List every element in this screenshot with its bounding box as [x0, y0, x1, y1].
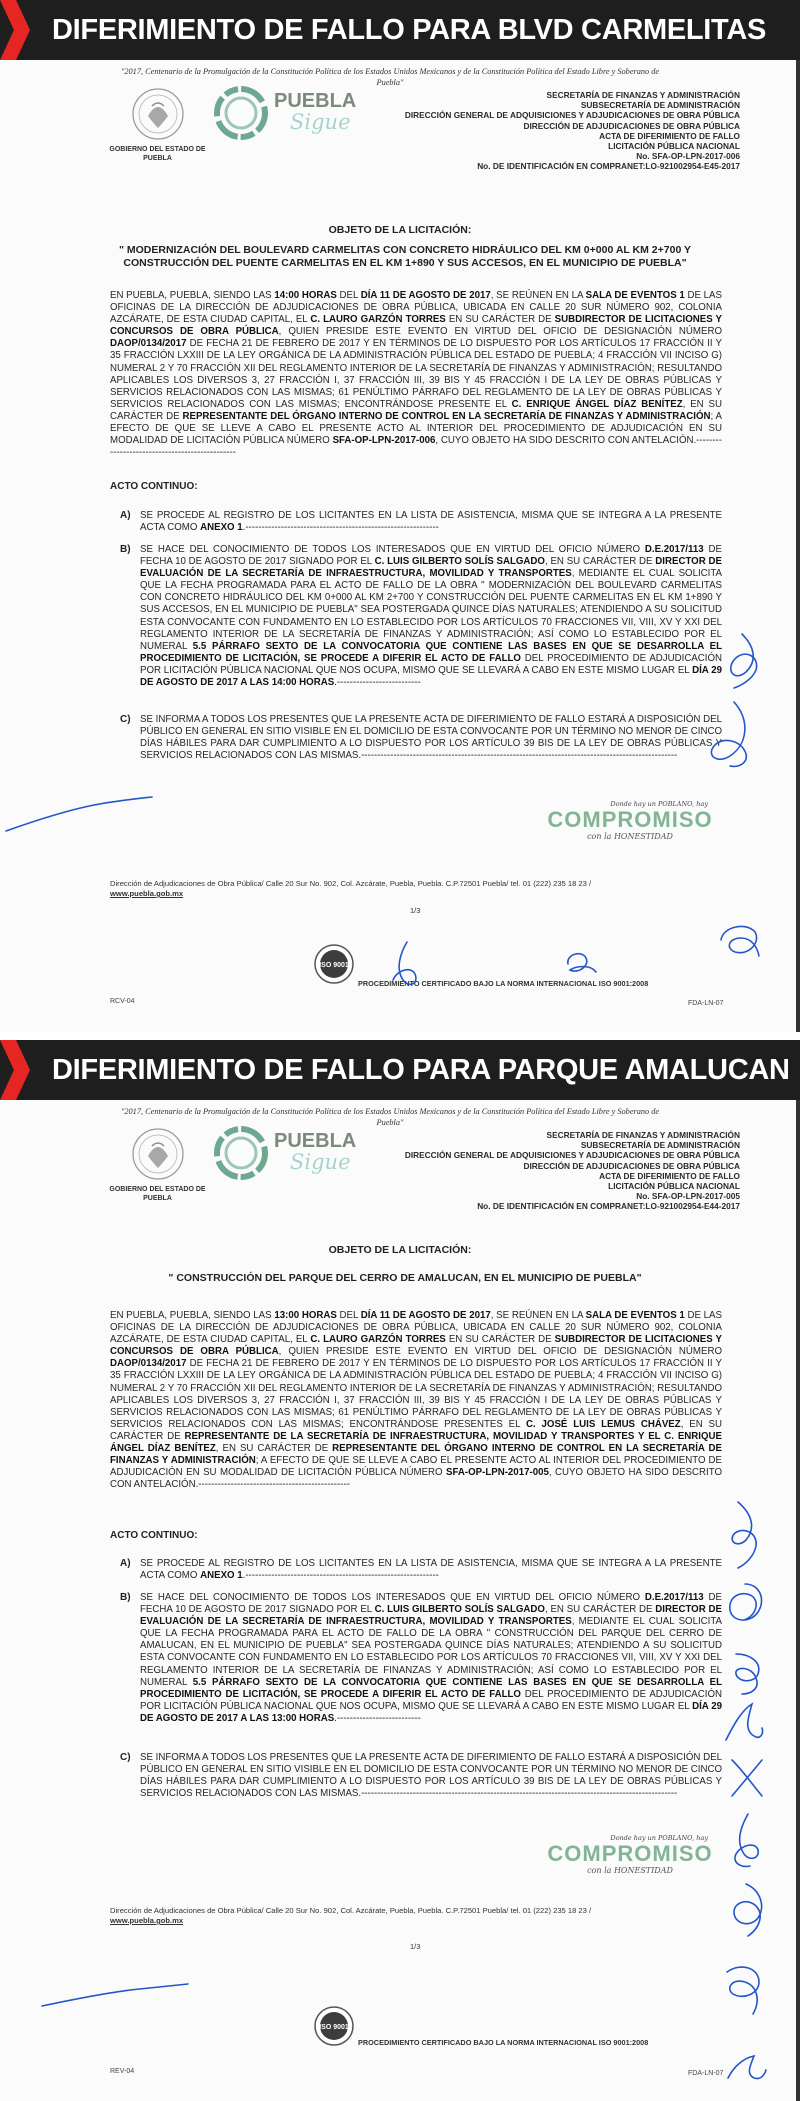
bold-text-run: D.E.2017/113 [644, 1592, 704, 1603]
compromiso-word: COMPROMISO [547, 807, 713, 832]
text-run: , CUYO OBJETO HA SIDO DESCRITO CON ANTELACIÓN.----------------------------------------------- [110, 1467, 722, 1491]
bold-text-run: REPRESENTANTE DEL ÓRGANO INTERNO DE CONTROL EN LA SECRETARÍA DE FINANZAS Y ADMINISTRACIÓN [182, 410, 711, 422]
signature-drawing [722, 1880, 772, 1940]
text-run: SE INFORMA A TODOS LOS PRESENTES QUE LA PRESENTE ACTA DE DIFERIMIENTO DE FALLO ESTARÁ A DISPOSICIÓN DEL PÚBLICO EN GENERAL EN SITIO VISIBLE EN EL DOMICILIO DE ESTA CONVOCANTE POR UN TÉRMINO NO MENOR DE CINCO DÍAS HÁBILES PARA DAR CUMPLIMIENTO A LO DISPUESTO POR LOS ARTÍCULO 39 BIS DE LA LEY DE OBRAS PÚBLICAS Y SERVICIOS RELACIONADOS CON LAS MISMAS.-------------------------------------------------------------------------------------------------- [140, 1752, 722, 1800]
header-line: ACTA DE DIFERIMIENTO DE FALLO [599, 1170, 740, 1181]
government-logo [105, 1126, 210, 1203]
bold-text-run: REPRESENTANTE DE LA SECRETARÍA DE INFRAESTRUCTURA, MOVILIDAD Y TRANSPORTES Y EL C. ENRIQUE ÁNGEL DÍAZ BENÍTEZ [110, 1430, 722, 1455]
bold-text-run: C. JOSÉ LUIS LEMUS CHÁVEZ [526, 1418, 681, 1430]
banner-title: DIFERIMIENTO DE FALLO PARA PARQUE AMALUCAN [52, 1054, 790, 1086]
bold-text-run: REPRESENTANTE DEL ÓRGANO INTERNO DE CONTROL EN LA SECRETARÍA DE FINANZAS Y ADMINISTRACIÓN [110, 1443, 722, 1467]
signature-drawing [715, 1960, 775, 2020]
page-number: 1/3 [410, 906, 421, 915]
compromiso-logo [540, 1834, 720, 1875]
header-line: SUBSECRETARÍA DE ADMINISTRACIÓN [580, 1140, 740, 1151]
compromiso-logo [540, 800, 720, 841]
text-run: SE INFORMA A TODOS LOS PRESENTES QUE LA PRESENTE ACTA DE DIFERIMIENTO DE FALLO ESTARÁ A DISPOSICIÓN DEL PÚBLICO EN GENERAL EN SITIO VISIBLE EN EL DOMICILIO DE ESTA CONVOCANTE POR UN TÉRMINO NO MENOR DE CINCO DÍAS HÁBILES PARA DAR CUMPLIMIENTO A LO DISPUESTO POR LOS ARTÍCULO 39 BIS DE LA LEY DE OBRAS PÚBLICAS Y SERVICIOS RELACIONADOS CON LAS MISMAS.-------------------------------------------------------------------------------------------------- [140, 714, 722, 762]
certification-text: PROCEDIMIENTO CERTIFICADO BAJO LA NORMA INTERNACIONAL ISO 9001:2008 [358, 2038, 649, 2047]
bold-text-run: SFA-OP-LPN-2017-006 [332, 435, 436, 447]
header-line: SECRETARÍA DE FINANZAS Y ADMINISTRACIÓN [546, 90, 740, 100]
bold-text-run: ANEXO 1 [200, 522, 243, 534]
header-line: LICITACIÓN PÚBLICA NACIONAL [608, 141, 740, 152]
header-line: ACTA DE DIFERIMIENTO DE FALLO [599, 130, 740, 141]
header-line: DIRECCIÓN GENERAL DE ADQUISICIONES Y ADJUDICACIONES DE OBRA PÚBLICA [404, 1150, 740, 1161]
bold-text-run: DIRECTOR DE EVALUACIÓN DE LA SECRETARÍA DE INFRAESTRUCTURA, MOVILIDAD Y TRANSPORTES [140, 1604, 722, 1628]
text-run: DEL PROCEDIMIENTO DE ADJUDICACIÓN POR LICITACIÓN PÚBLICA NACIONAL QUE NOS OCUPA, MISMO QUE SE LLEVARÁ A CABO EN ESTE MISMO LUGAR EL [140, 1688, 722, 1712]
bold-text-run: DÍA 11 DE AGOSTO DE 2017 [360, 1310, 491, 1321]
bold-text-run: 14:00 HORAS [274, 290, 337, 301]
item-label: A) [120, 1558, 131, 1569]
header-line: SECRETARÍA DE FINANZAS Y ADMINISTRACIÓN [546, 1130, 740, 1140]
item-label: B) [120, 544, 131, 555]
bold-text-run: 5.5 PÁRRAFO SEXTO DE LA CONVOCATORIA QUE CONTIENE LAS BASES EN QUE SE DESARROLLA EL PROCEDIMIENTO DE LICITACIÓN, SE PROCEDE A DIFERIR EL ACTO DE FALLO [140, 640, 722, 664]
text-run: , SE REÚNEN EN LA [490, 290, 586, 301]
text-run: , EN SU CARÁCTER DE [110, 398, 722, 422]
form-code: FDA-LN-07 [688, 2070, 724, 2077]
bold-text-run: SALA DE EVENTOS 1 [585, 1310, 685, 1321]
text-run: , EN SU CARÁCTER DE [110, 1418, 722, 1442]
bold-text-run: DÍA 29 DE AGOSTO DE 2017 A LAS 13:00 HORAS [140, 1700, 722, 1724]
item-label: C) [120, 1752, 131, 1763]
eagle-seal-icon [128, 1126, 188, 1182]
government-caption: GOBIERNO DEL ESTADO DE PUEBLA [109, 1186, 206, 1202]
bold-text-run: DAOP/0134/2017 [110, 1358, 187, 1370]
footer-url-link[interactable]: www.puebla.gob.mx [110, 889, 184, 898]
section-title: OBJETO DE LA LICITACIÓN: [328, 224, 472, 236]
puebla-sigue-logo [212, 84, 357, 146]
text-run: , QUIEN PRESIDE ESTE EVENTO EN VIRTUD DEL OFICIO DE DESIGNACIÓN NÚMERO [278, 326, 722, 338]
footer-address-text: Dirección de Adjudicaciones de Obra Pública/ Calle 20 Sur No. 902, Col. Azcárate, Puebla, Puebla. C.P.72501 Puebla/ tel. 01 (222) 235 18 23 / [110, 879, 592, 888]
item-label: C) [120, 714, 131, 725]
revision-code: RCV-04 [110, 998, 135, 1005]
text-run: , QUIEN PRESIDE ESTE EVENTO EN VIRTUD DEL OFICIO DE DESIGNACIÓN NÚMERO [278, 1346, 722, 1358]
item-text [140, 714, 722, 762]
logo-word-sigue: Sigue [290, 110, 351, 134]
item-label: A) [120, 510, 131, 521]
eagle-seal-icon [128, 86, 188, 142]
signature-drawing [722, 1752, 772, 1802]
bold-text-run: C. LAURO GARZÓN TORRES [310, 1334, 446, 1346]
bold-text-run: ANEXO 1 [200, 1570, 243, 1582]
header-line: DIRECCIÓN GENERAL DE ADQUISICIONES Y ADJUDICACIONES DE OBRA PÚBLICA [404, 110, 740, 121]
text-run: .-------------------------- [334, 1712, 421, 1724]
form-code: FDA-LN-07 [688, 1000, 724, 1007]
bold-text-run: C. LUIS GILBERTO SOLÍS SALGADO [374, 556, 545, 568]
header-line: No. SFA-OP-LPN-2017-005 [636, 1191, 740, 1202]
bold-text-run: SUBDIRECTOR DE LICITACIONES Y CONCURSOS DE OBRA PÚBLICA [110, 314, 722, 338]
object-title: " MODERNIZACIÓN DEL BOULEVARD CARMELITAS CON CONCRETO HIDRÁULICO DEL KM 0+000 AL KM 2+700 Y CONSTRUCCIÓN DEL PUENTE CARMELITAS EN EL KM 1+890 Y SUS ACCESOS, EN EL MUNICIPIO DE PUEBLA" [118, 244, 692, 269]
item-text [140, 510, 722, 534]
signature-drawing [715, 920, 765, 960]
header-block [380, 1130, 740, 1212]
footer-url-link[interactable]: www.puebla.gob.mx [110, 1916, 184, 1925]
iso-certificate-icon [312, 942, 356, 986]
signature-drawing [718, 1700, 768, 1750]
section-title: OBJETO DE LA LICITACIÓN: [328, 1244, 472, 1256]
signature-drawing [718, 1500, 768, 1570]
footer-address [110, 1906, 591, 1926]
header-line: No. SFA-OP-LPN-2017-006 [636, 151, 740, 162]
header-block [380, 90, 740, 172]
puebla-sigue-logo [212, 1124, 357, 1186]
text-run: SE HACE DEL CONOCIMIENTO DE TODOS LOS INTERESADOS QUE EN VIRTUD DEL OFICIO NÚMERO [140, 544, 645, 555]
page-border [796, 60, 800, 1032]
header-line: SUBSECRETARÍA DE ADMINISTRACIÓN [580, 100, 740, 111]
puebla-ring-icon [212, 1124, 270, 1182]
banner-title: DIFERIMIENTO DE FALLO PARA BLVD CARMELITAS [52, 14, 767, 46]
header-line: DIRECCIÓN DE ADJUDICACIONES DE OBRA PÚBLICA [523, 120, 740, 131]
header-line: LICITACIÓN PÚBLICA NACIONAL [608, 1181, 740, 1192]
bold-text-run: 5.5 PÁRRAFO SEXTO DE LA CONVOCATORIA QUE CONTIENE LAS BASES EN QUE SE DESARROLLA EL PROCEDIMIENTO DE LICITACIÓN, SE PROCEDE A DIFERIR EL ACTO DE FALLO [140, 1676, 722, 1700]
bold-text-run: SUBDIRECTOR DE LICITACIONES Y CONCURSOS DE OBRA PÚBLICA [110, 1334, 722, 1358]
iso-badge-text: ISO 9001 [319, 2024, 349, 2031]
header-line: No. DE IDENTIFICACIÓN EN COMPRANET:LO-921002954-E44-2017 [477, 1201, 740, 1212]
signature-drawing [560, 948, 600, 978]
compromiso-subtitle: con la HONESTIDAD [587, 1866, 673, 1875]
object-title: " CONSTRUCCIÓN DEL PARQUE DEL CERRO DE AMALUCAN, EN EL MUNICIPIO DE PUEBLA" [168, 1272, 642, 1284]
text-run: .------------------------------------------------------------ [242, 1570, 439, 1582]
compromiso-tagline: Donde hay un POBLANO, hay [610, 1834, 708, 1842]
chevron-right-icon [0, 0, 40, 60]
signature-drawing [720, 1580, 770, 1630]
text-run: DEL [336, 290, 361, 301]
text-run: , EN SU CARÁCTER DE [544, 1604, 656, 1616]
acto-continuo-heading: ACTO CONTINUO: [110, 1530, 198, 1541]
text-run: SE PROCEDE AL REGISTRO DE LOS LICITANTES EN LA LISTA DE ASISTENCIA, MISMA QUE SE INTEGRA A LA PRESENTE ACTA COMO [140, 1558, 722, 1582]
header-line: DIRECCIÓN DE ADJUDICACIONES DE OBRA PÚBLICA [523, 1160, 740, 1171]
compromiso-subtitle: con la HONESTIDAD [587, 832, 673, 841]
government-logo [105, 86, 210, 163]
header-line: No. DE IDENTIFICACIÓN EN COMPRANET:LO-921002954-E45-2017 [477, 161, 740, 172]
bold-text-run: C. ENRIQUE ÁNGEL DÍAZ BENÍTEZ [511, 398, 683, 410]
text-run: , SE REÚNEN EN LA [490, 1310, 586, 1321]
bold-text-run: DIRECTOR DE EVALUACIÓN DE LA SECRETARÍA DE INFRAESTRUCTURA, MOVILIDAD Y TRANSPORTES [140, 556, 722, 580]
text-run: .------------------------------------------------------------ [242, 522, 439, 534]
document-page-1 [0, 60, 800, 1032]
compromiso-word: COMPROMISO [547, 1841, 713, 1866]
text-run: EN PUEBLA, PUEBLA, SIENDO LAS [110, 290, 275, 301]
item-text [140, 544, 722, 689]
puebla-ring-icon [212, 84, 270, 142]
text-run: DE FECHA 21 DE FEBRERO DE 2017 Y EN TÉRMINOS DE LO DISPUESTO POR LOS ARTÍCULOS 17 FRACCIÓN II Y 35 FRACCIÓN LXXIII DE LA LEY ORGÁNICA DE LA ADMINISTRACIÓN PÚBLICA DEL ESTADO DE PUEBLA; 4 FRACCIÓN VII INCISO G) NUMERAL 2 Y 70 FRACCIÓN XII DEL REGLAMENTO INTERIOR DE LA SECRETARÍA DE FINANZAS Y ADMINISTRACIÓN; RESULTANDO APLICABLES LOS DIVERSOS 3, 27 FRACCIÓN I, 37 FRACCIÓN III, 39 BIS Y 45 FRACCIÓN I DE LA LEY DE OBRAS PÚBLICAS Y SERVICIOS RELACIONADOS CON LAS MISMAS; 61 PENÚLTIMO PÁRRAFO DEL REGLAMENTO DE LA LEY DE OBRAS PÚBLICAS Y SERVICIOS RELACIONADOS CON LAS MISMAS; ENCONTRÁNDOSE PRESENTES EL [110, 1358, 722, 1430]
footer-address-text: Dirección de Adjudicaciones de Obra Pública/ Calle 20 Sur No. 902, Col. Azcárate, Puebla, Puebla. C.P.72501 Puebla/ tel. 01 (222) 235 18 23 / [110, 1906, 592, 1915]
text-run: , CUYO OBJETO HA SIDO DESCRITO CON ANTELACIÓN.----------------------------------------------- [110, 435, 722, 459]
text-run: DEL PROCEDIMIENTO DE ADJUDICACIÓN POR LICITACIÓN PÚBLICA NACIONAL QUE NOS OCUPA, MISMO QUE SE LLEVARÁ A CABO EN ESTE MISMO LUGAR EL [140, 652, 722, 676]
text-run: ; A EFECTO DE QUE SE LLEVE A CABO EL PRESENTE ACTO AL INTERIOR DEL PROCEDIMIENTO DE ADJUDICACIÓN EN SU MODALIDAD DE LICITACIÓN PÚBLICA NÚMERO [110, 1455, 722, 1479]
item-text [140, 1752, 722, 1800]
intro-paragraph [110, 1310, 722, 1491]
text-run: EN SU CARÁCTER DE [445, 314, 555, 326]
logo-word-puebla: PUEBLA [274, 90, 357, 112]
document-page-2 [0, 1100, 800, 2101]
signature-drawing [40, 1980, 190, 2010]
text-run: DE FECHA 10 DE AGOSTO DE 2017 SIGNADO POR EL [140, 544, 722, 568]
text-run: ; A EFECTO DE QUE SE LLEVE A CABO EL PRESENTE ACTO AL INTERIOR DEL PROCEDIMIENTO DE ADJUDICACIÓN EN SU MODALIDAD DE LICITACIÓN PÚBLICA NÚMERO [110, 410, 723, 447]
text-run: , MEDIANTE EL CUAL SOLICITA QUE LA FECHA PROGRAMADA PARA EL ACTO DE FALLO DE LA OBRA " CONSTRUCCIÓN DEL PARQUE DEL CERRO DE AMALUCAN, EN EL MUNICIPIO DE PUEBLA" SEA POSTERGADA QUINCE DÍAS NATURALES; ATENDIENDO A SU SOLICITUD ESTA CONVOCANTE CON FUNDAMENTO EN LO ESTABLECIDO POR LOS ARTÍCULOS 70 FRACCIONES VII, VIII, XV Y XXI DEL REGLAMENTO INTERIOR DE LA SECRETARÍA DE FINANZAS Y ADMINISTRACIÓN; ASÍ COMO LO ESTABLECIDO POR EL NUMERAL [140, 1616, 722, 1688]
iso-certificate-icon [312, 2004, 356, 2048]
certification-text: PROCEDIMIENTO CERTIFICADO BAJO LA NORMA INTERNACIONAL ISO 9001:2008 [358, 979, 649, 988]
revision-code: REV-04 [110, 2068, 135, 2075]
bold-text-run: DÍA 29 DE AGOSTO DE 2017 A LAS 14:00 HORAS [140, 664, 722, 689]
item-label: B) [120, 1592, 131, 1603]
text-run: SE HACE DEL CONOCIMIENTO DE TODOS LOS INTERESADOS QUE EN VIRTUD DEL OFICIO NÚMERO [140, 1592, 645, 1603]
text-run: DE FECHA 21 DE FEBRERO DE 2017 Y EN TÉRMINOS DE LO DISPUESTO POR LOS ARTÍCULOS 17 FRACCIÓN II Y 35 FRACCIÓN LXXIII DE LA LEY ORGÁNICA DE LA ADMINISTRACIÓN PÚBLICA DEL ESTADO DE PUEBLA; 4 FRACCIÓN VII INCISO G) NUMERAL 2 Y 70 FRACCIÓN XII DEL REGLAMENTO INTERIOR DE LA SECRETARÍA DE FINANZAS Y ADMINISTRACIÓN; RESULTANDO APLICABLES LOS DIVERSOS 3, 27 FRACCIÓN I, 37 FRACCIÓN III, 39 BIS Y 45 FRACCIÓN I DE LA LEY DE OBRAS PÚBLICAS Y SERVICIOS RELACIONADOS CON LAS MISMAS; 61 PENÚLTIMO PÁRRAFO DEL REGLAMENTO DE LA LEY DE OBRAS PÚBLICAS Y SERVICIOS RELACIONADOS CON LAS MISMAS; ENCONTRÁNDOSE PRESENTE EL [110, 338, 722, 410]
bold-text-run: DÍA 11 DE AGOSTO DE 2017 [360, 290, 491, 301]
banner-doc-2 [0, 1040, 800, 1100]
bold-text-run: DAOP/0134/2017 [110, 338, 187, 350]
chevron-right-icon [0, 1040, 40, 1100]
iso-badge-text: ISO 9001 [319, 962, 349, 969]
government-caption: GOBIERNO DEL ESTADO DE PUEBLA [109, 146, 206, 162]
bold-text-run: SFA-OP-LPN-2017-005 [446, 1467, 549, 1479]
item-text [140, 1592, 722, 1725]
signature-drawing [4, 795, 154, 835]
signature-drawing [720, 2048, 770, 2088]
signature-drawing [722, 1648, 772, 1698]
text-run: , EN SU CARÁCTER DE [544, 556, 656, 568]
text-run: .-------------------------- [334, 677, 421, 689]
logo-word-sigue: Sigue [290, 1150, 351, 1174]
text-run: DEL [336, 1310, 361, 1321]
bold-text-run: C. LAURO GARZÓN TORRES [310, 314, 446, 326]
page-number: 1/3 [410, 1942, 421, 1951]
text-run: DE FECHA 10 DE AGOSTO DE 2017 SIGNADO POR EL [140, 1592, 722, 1616]
text-run: DE LAS OFICINAS DE LA DIRECCIÓN DE ADJUDICACIONES DE OBRA PÚBLICA, UBICADA EN CALLE 20 SUR NÚMERO 902, COLONIA AZCÁRATE, DE ESTA CIUDAD CAPITAL, EL [110, 290, 722, 326]
text-run: , EN SU CARÁCTER DE [215, 1443, 333, 1455]
footer-address [110, 879, 591, 899]
signature-drawing [720, 1810, 770, 1870]
bold-text-run: C. LUIS GILBERTO SOLÍS SALGADO [374, 1604, 545, 1616]
bold-text-run: 13:00 HORAS [274, 1310, 337, 1321]
text-run: EN PUEBLA, PUEBLA, SIENDO LAS [110, 1310, 275, 1321]
intro-paragraph [110, 290, 722, 459]
compromiso-tagline: Donde hay un POBLANO, hay [610, 800, 708, 808]
bold-text-run: D.E.2017/113 [644, 544, 704, 555]
text-run: SE PROCEDE AL REGISTRO DE LOS LICITANTES EN LA LISTA DE ASISTENCIA, MISMA QUE SE INTEGRA A LA PRESENTE ACTA COMO [140, 510, 722, 534]
acto-continuo-heading: ACTO CONTINUO: [110, 481, 198, 492]
text-run: EN SU CARÁCTER DE [445, 1334, 555, 1346]
motto-text: "2017, Centenario de la Promulgación de la Constitución Política de los Estados Unidos Mexicanos y de la Constitución Política del Estado Libre y Soberano de Puebla" [120, 1107, 660, 1127]
text-run: DE LAS OFICINAS DE LA DIRECCIÓN DE ADJUDICACIONES DE OBRA PÚBLICA, UBICADA EN CALLE 20 SUR NÚMERO 902, COLONIA AZCÁRATE, DE ESTA CIUDAD CAPITAL, EL [110, 1310, 722, 1346]
banner-doc-1 [0, 0, 800, 60]
logo-word-puebla: PUEBLA [274, 1130, 357, 1152]
motto-text: "2017, Centenario de la Promulgación de la Constitución Política de los Estados Unidos Mexicanos y de la Constitución Política del Estado Libre y Soberano de Puebla" [120, 67, 660, 87]
bold-text-run: SALA DE EVENTOS 1 [585, 290, 685, 301]
item-text [140, 1558, 722, 1582]
text-run: , MEDIANTE EL CUAL SOLICITA QUE LA FECHA PROGRAMADA PARA EL ACTO DE FALLO DE LA OBRA " MODERNIZACIÓN DEL BOULEVARD CARMELITAS CON CONCRETO HIDRÁULICO DEL KM 0+000 AL KM 2+700 Y CONSTRUCCIÓN DEL PUENTE CARMELITAS EN EL KM 1+890 Y SUS ACCESOS, EN EL MUNICIPIO DE PUEBLA" SEA POSTERGADA QUINCE DÍAS NATURALES; ATENDIENDO A SU SOLICITUD ESTA CONVOCANTE CON FUNDAMENTO EN LO ESTABLECIDO POR LOS ARTÍCULOS 70 FRACCIONES VII, VIII, XV Y XXI DEL REGLAMENTO INTERIOR DE LA SECRETARÍA DE FINANZAS Y ADMINISTRACIÓN; ASÍ COMO LO ESTABLECIDO POR EL NUMERAL [140, 568, 722, 652]
